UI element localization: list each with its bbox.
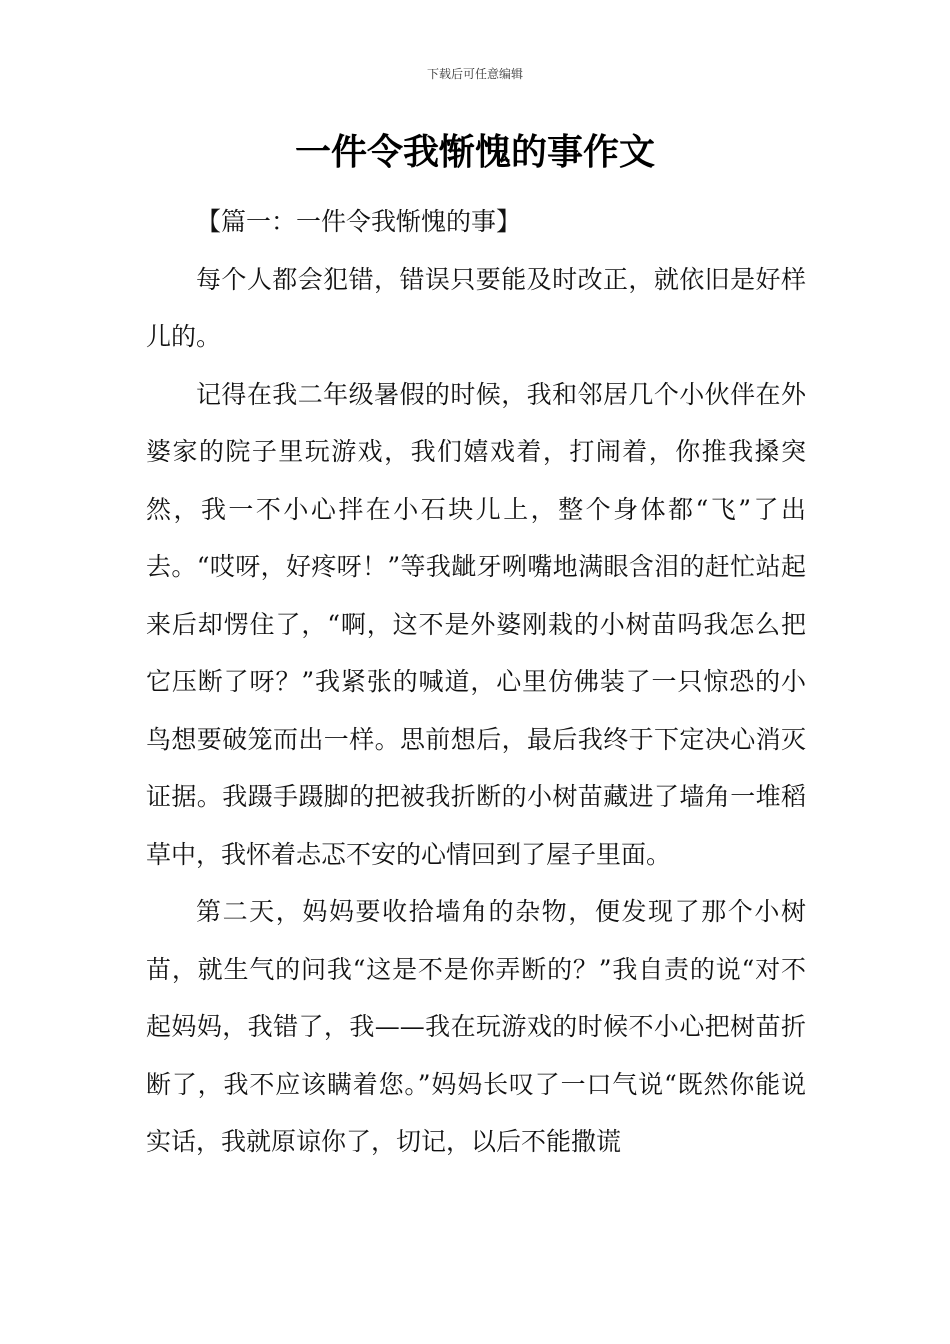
paragraph-3: 第二天，妈妈要收拾墙角的杂物，便发现了那个小树苗，就生气的问我“这是不是你弄断的？”我自责的说“对不起妈妈，我错了，我——我在玩游戏的时候不小心把树苗折断了，我不应该瞒着您。”妈妈长叹了一口气说“既然你能说实话，我就原谅你了，切记，以后不能撒谎 xyxy=(146,897,806,1156)
section-heading: 【篇一：一件令我惭愧的事】 xyxy=(196,207,522,236)
document-body xyxy=(146,193,806,1171)
paragraph-2: 记得在我二年级暑假的时候，我和邻居几个小伙伴在外婆家的院子里玩游戏，我们嬉戏着，打闹着，你推我搡突然，我一不小心拌在小石块儿上，整个身体都“飞”了出去。“哎呀，好疼呀！”等我龇牙咧嘴地满眼含泪的赶忙站起来后却愣住了，“啊，这不是外婆刚栽的小树苗吗我怎么把它压断了呀？”我紧张的喊道，心里仿佛装了一只惊恐的小鸟想要破笼而出一样。思前想后，最后我终于下定决心消灭证据。我蹑手蹑脚的把被我折断的小树苗藏进了墙角一堆稻草中，我怀着忐忑不安的心情回到了屋子里面。 xyxy=(146,379,806,869)
document-title: 一件令我惭愧的事作文 xyxy=(294,132,655,173)
paragraph-1: 每个人都会犯错，错误只要能及时改正，就依旧是好样儿的。 xyxy=(146,264,806,351)
page-header-note: 下载后可任意编辑 xyxy=(426,67,523,81)
